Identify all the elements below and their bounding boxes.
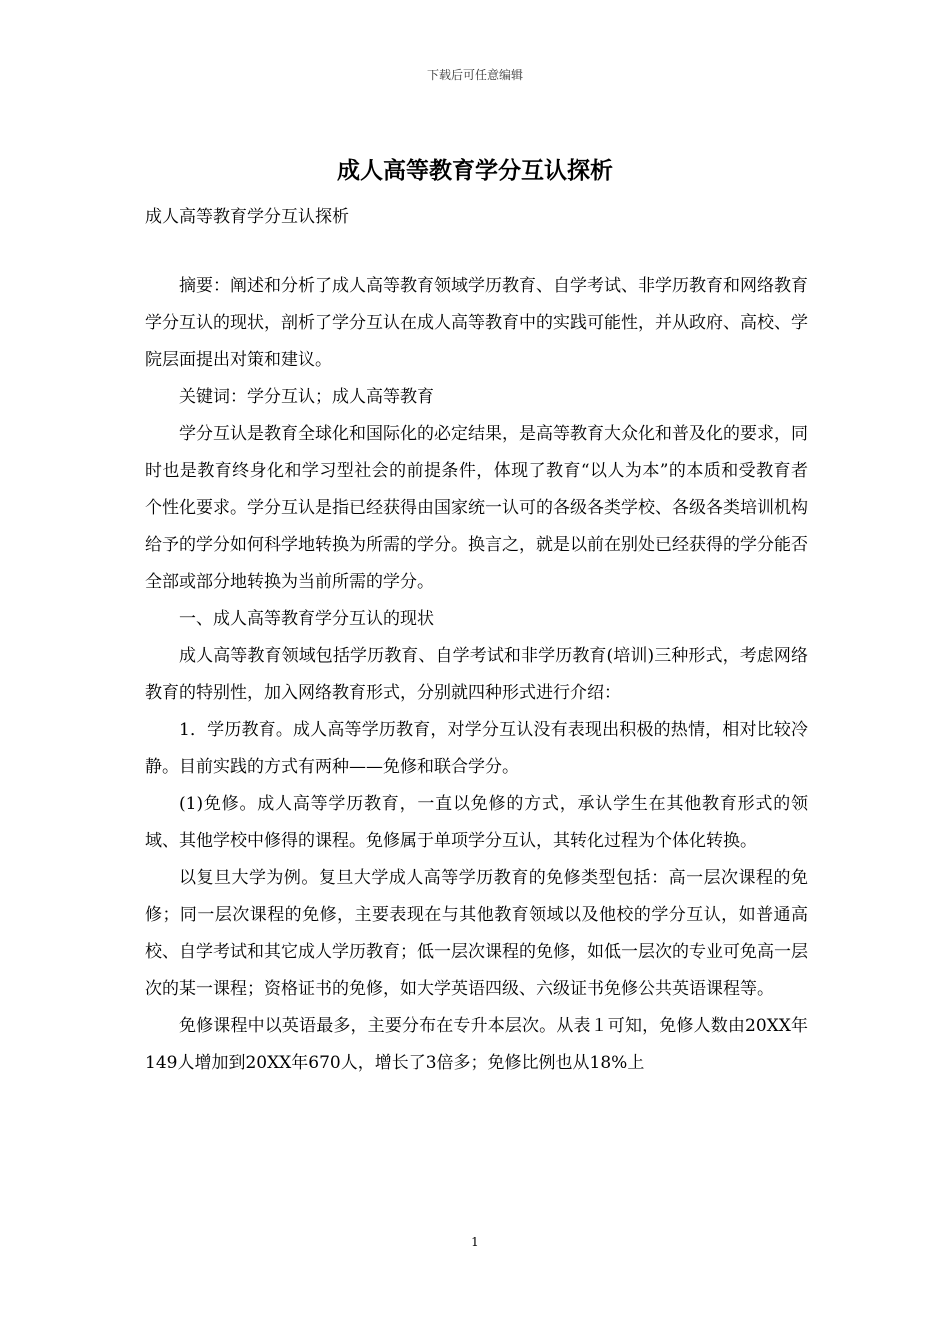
document-title: 成人高等教育学分互认探析 [337, 157, 613, 184]
abstract-paragraph: 摘要：阐述和分析了成人高等教育领域学历教育、自学考试、非学历教育和网络教育学分互认的现状，剖析了学分互认在成人高等教育中的实践可能性，并从政府、高校、学院层面提出对策和建议。 [145, 276, 808, 370]
section-heading: 一、成人高等教育学分互认的现状 [179, 609, 434, 629]
body-paragraph: 以复旦大学为例。复旦大学成人高等学历教育的免修类型包括：高一层次课程的免修；同一层次课程的免修，主要表现在与其他教育领域以及他校的学分互认，如普通高校、自学考试和其它成人学历教育；低一层次课程的免修，如低一层次的专业可免高一层次的某一课程；资格证书的免修，如大学英语四级、六级证书免修公共英语课程等。 [145, 868, 808, 999]
document-subtitle: 成人高等教育学分互认探析 [145, 207, 349, 227]
document-body [145, 268, 808, 1082]
body-paragraph: (1)免修。成人高等学历教育，一直以免修的方式，承认学生在其他教育形式的领域、其他学校中修得的课程。免修属于单项学分互认，其转化过程为个体化转换。 [145, 794, 808, 851]
page-header-note: 下载后可任意编辑 [426, 68, 523, 82]
body-paragraph: 成人高等教育领域包括学历教育、自学考试和非学历教育(培训)三种形式，考虑网络教育的特别性，加入网络教育形式，分别就四种形式进行介绍： [145, 646, 808, 703]
page-number: 1 [471, 1235, 479, 1249]
keywords-paragraph: 关键词：学分互认；成人高等教育 [179, 387, 434, 407]
body-paragraph: 学分互认是教育全球化和国际化的必定结果，是高等教育大众化和普及化的要求，同时也是教育终身化和学习型社会的前提条件，体现了教育“以人为本”的本质和受教育者个性化要求。学分互认是指已经获得由国家统一认可的各级各类学校、各级各类培训机构给予的学分如何科学地转换为所需的学分。换言之，就是以前在别处已经获得的学分能否全部或部分地转换为当前所需的学分。 [145, 424, 808, 592]
body-paragraph: 1．学历教育。成人高等学历教育，对学分互认没有表现出积极的热情，相对比较冷静。目前实践的方式有两种——免修和联合学分。 [145, 720, 808, 777]
body-paragraph: 免修课程中以英语最多，主要分布在专升本层次。从表１可知，免修人数由20XX年149人增加到20XX年670人，增长了3倍多；免修比例也从18%上 [145, 1016, 808, 1073]
